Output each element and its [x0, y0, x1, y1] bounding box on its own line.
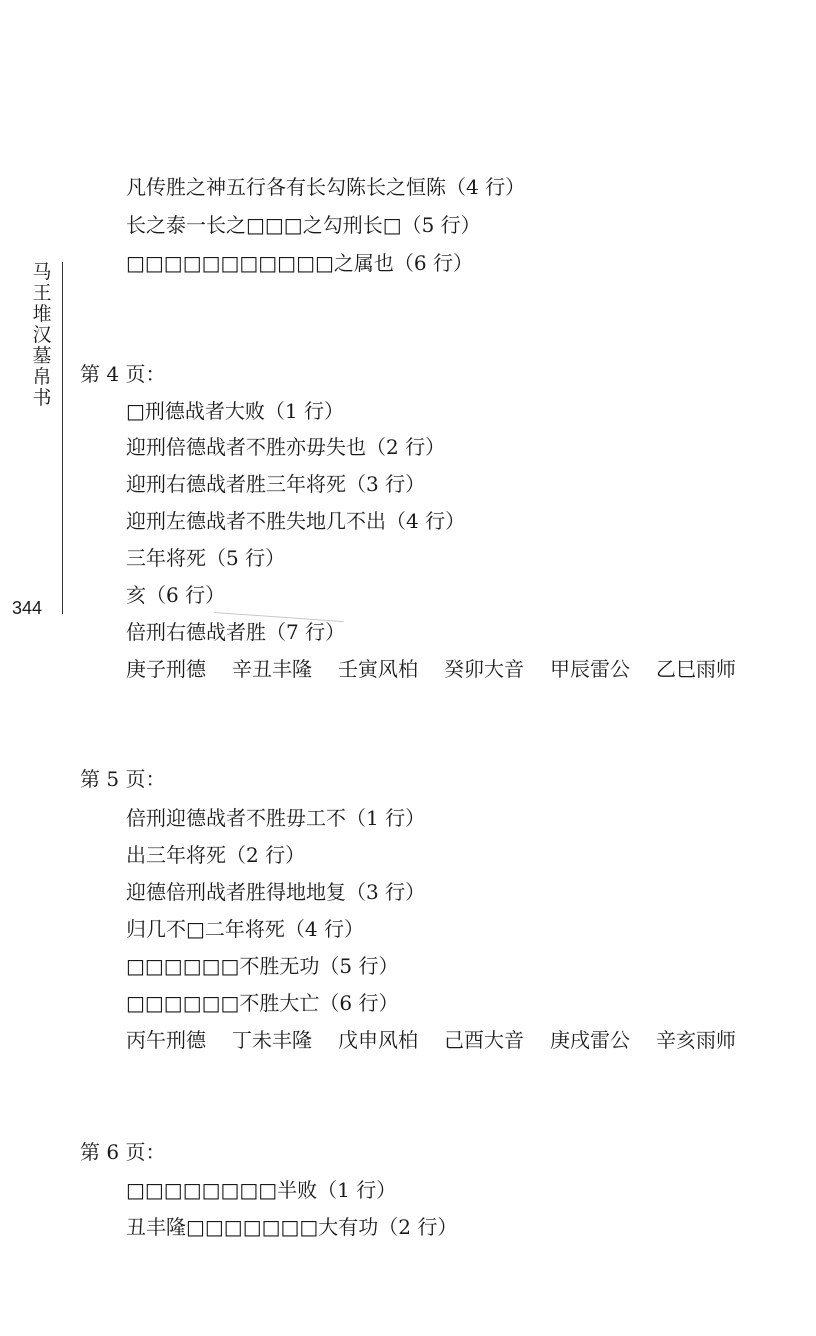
- god-entry: 辛丑丰隆: [232, 657, 312, 681]
- text-line: 迎刑倍德战者不胜亦毋失也（2 行）: [126, 435, 446, 459]
- god-entry: 丙午刑德: [126, 1028, 206, 1052]
- text-line: 迎德倍刑战者胜得地地复（3 行）: [126, 880, 426, 904]
- running-head: 马王堆汉墓帛书: [32, 261, 52, 409]
- god-entry: 癸卯大音: [444, 657, 524, 681]
- section-heading: 第 5 页：: [80, 767, 166, 791]
- text-line: □□□□□□不胜无功（5 行）: [126, 954, 399, 978]
- text-line: 迎刑左德战者不胜失地几不出（4 行）: [126, 509, 466, 533]
- text-line: 亥（6 行）: [126, 583, 226, 607]
- text-line: 丑丰隆□□□□□□□大有功（2 行）: [126, 1215, 458, 1239]
- god-entry: 乙巳雨师: [656, 657, 736, 681]
- text-line: 长之泰一长之□□□之勾刑长□（5 行）: [126, 213, 481, 237]
- gods-row: [126, 657, 736, 681]
- page-number: 344: [12, 598, 43, 618]
- god-entry: 庚子刑德: [126, 657, 206, 681]
- text-line: □□□□□□□□□□□之属也（6 行）: [126, 251, 473, 275]
- god-entry: 丁未丰隆: [232, 1028, 312, 1052]
- god-entry: 庚戌雷公: [550, 1028, 630, 1052]
- section-heading: 第 4 页：: [80, 362, 166, 386]
- margin-rule: [62, 262, 63, 614]
- god-entry: 戊申风柏: [338, 1028, 418, 1052]
- god-entry: 甲辰雷公: [550, 657, 630, 681]
- gods-row: [126, 1028, 736, 1052]
- text-line: 三年将死（5 行）: [126, 546, 286, 570]
- section-heading: 第 6 页：: [80, 1140, 166, 1164]
- text-line: 归几不□二年将死（4 行）: [126, 917, 364, 941]
- god-entry: 己酉大音: [444, 1028, 524, 1052]
- god-entry: 壬寅风柏: [338, 657, 418, 681]
- god-entry: 辛亥雨师: [656, 1028, 736, 1052]
- text-line: 凡传胜之神五行各有长勾陈长之恒陈（4 行）: [126, 175, 526, 199]
- text-line: 倍刑右德战者胜（7 行）: [126, 620, 346, 644]
- text-line: 迎刑右德战者胜三年将死（3 行）: [126, 472, 426, 496]
- text-line: □□□□□□□□半败（1 行）: [126, 1178, 397, 1202]
- text-line: □刑德战者大败（1 行）: [126, 399, 344, 423]
- text-line: 倍刑迎德战者不胜毋工不（1 行）: [126, 806, 426, 830]
- text-line: 出三年将死（2 行）: [126, 843, 306, 867]
- text-line: □□□□□□不胜大亡（6 行）: [126, 991, 399, 1015]
